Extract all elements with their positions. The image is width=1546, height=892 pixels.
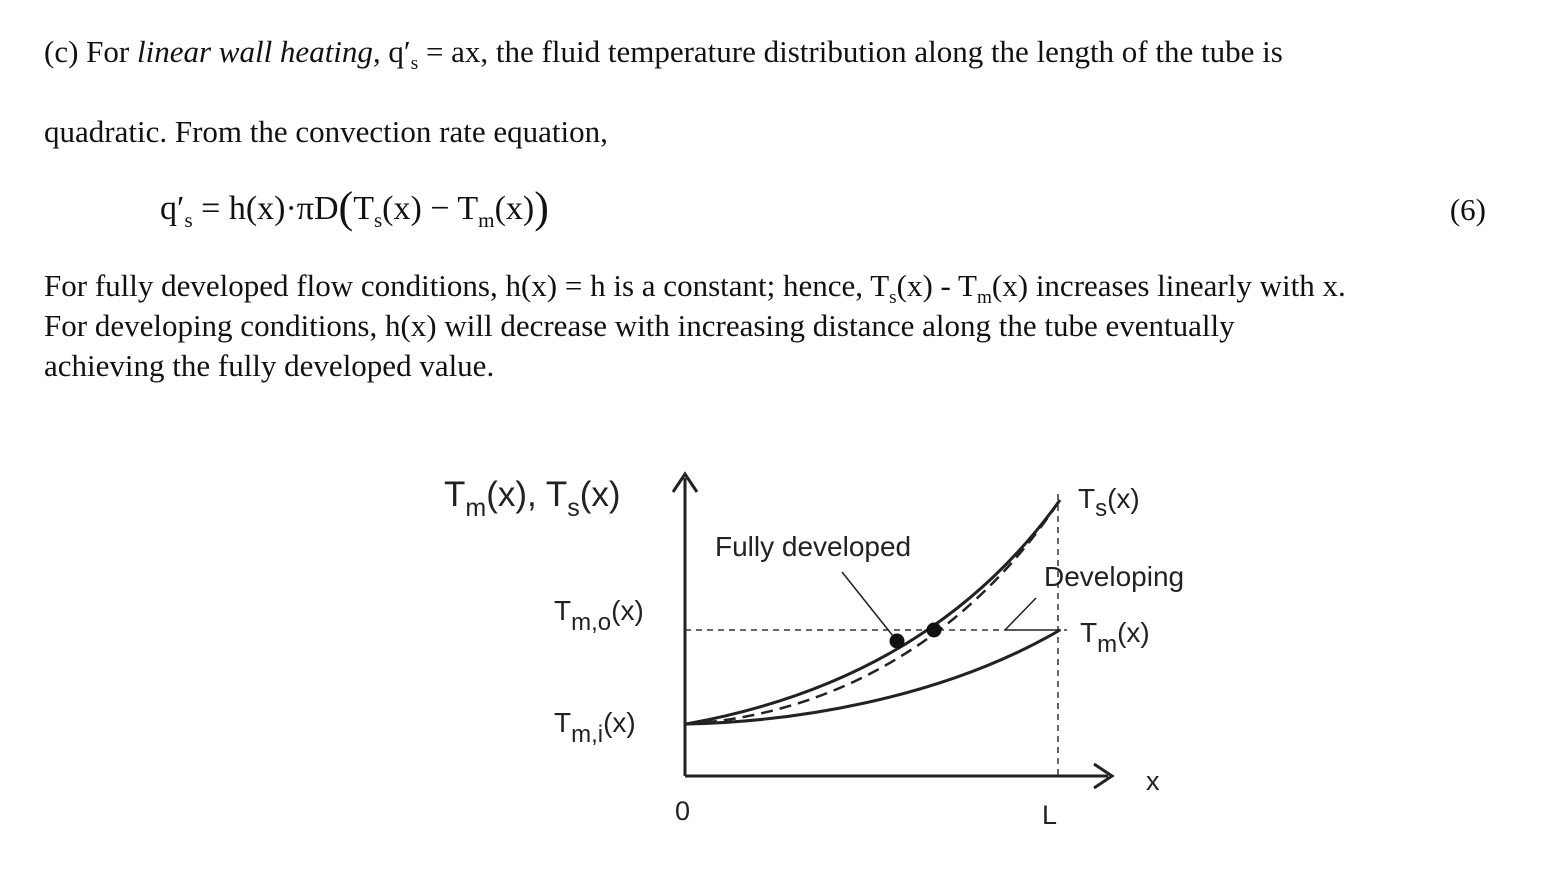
paragraph-2-line-2: For developing conditions, h(x) will decrease with increasing distance along the tube eventually — [44, 308, 1235, 343]
eq-tm-symbol: T — [457, 190, 479, 227]
equation-number: (6) — [1449, 192, 1486, 227]
x-axis-label: x — [1146, 766, 1160, 796]
origin-label: 0 — [675, 796, 691, 826]
emphasis-text: linear wall heating, — [136, 34, 381, 69]
text-fragment: (c) For — [44, 34, 137, 69]
tm-curve — [686, 630, 1060, 724]
fully-developed-label: Fully developed — [715, 531, 912, 562]
eq-subscript-s: s — [184, 207, 193, 232]
text-fragment: For fully developed flow conditions, h(x) = h is a constant; hence, T — [44, 268, 890, 303]
eq-fragment: (x) — [382, 190, 422, 227]
paragraph-1-line-2: quadratic. From the convection rate equation, — [44, 114, 608, 149]
text-fragment: = ax, the fluid temperature distribution along the length of the tube is — [418, 34, 1283, 69]
subscript-s: s — [410, 53, 419, 75]
eq-fragment: (x) — [494, 190, 535, 227]
fully-developed-intersection-dot — [890, 634, 905, 649]
tm-label: Tm(x) — [1080, 617, 1150, 658]
eq-fragment: (x) — [245, 190, 286, 227]
l-label: L — [1042, 800, 1058, 830]
text-fragment: (x) - T — [896, 268, 977, 303]
developing-leader-line — [1005, 598, 1036, 630]
eq-minus: − — [421, 190, 458, 227]
subscript-s: s — [889, 287, 897, 309]
eq-subscript-m: m — [478, 207, 495, 232]
developing-intersection-dot — [927, 623, 942, 638]
eq-subscript-s: s — [373, 207, 383, 232]
eq-prime-mark: ′ — [177, 190, 185, 227]
eq-close-paren: ) — [534, 183, 549, 232]
eq-ts-symbol: T — [353, 190, 374, 227]
tmi-label: Tm,i(x) — [554, 707, 636, 748]
prime-mark: ′ — [403, 34, 411, 69]
y-axis-label: $T_m(x)$, $T_s(x)$ — [444, 475, 621, 522]
eq-fragment: ·πD — [285, 190, 339, 227]
ts-label: Ts(x) — [1078, 483, 1140, 522]
eq-open-paren: ( — [338, 183, 354, 232]
paragraph-2-line-3: achieving the fully developed value. — [44, 348, 495, 383]
text-fragment: (x) increases linearly with x. — [991, 268, 1346, 303]
developing-label: Developing — [1044, 561, 1185, 592]
q-symbol: q — [388, 34, 404, 69]
fully-developed-leader-line — [842, 572, 893, 636]
subscript-m: m — [976, 287, 992, 309]
eq-fragment: = h — [192, 190, 246, 227]
tmo-label: Tm,o(x) — [554, 595, 644, 636]
eq-q-symbol: q — [160, 190, 177, 227]
